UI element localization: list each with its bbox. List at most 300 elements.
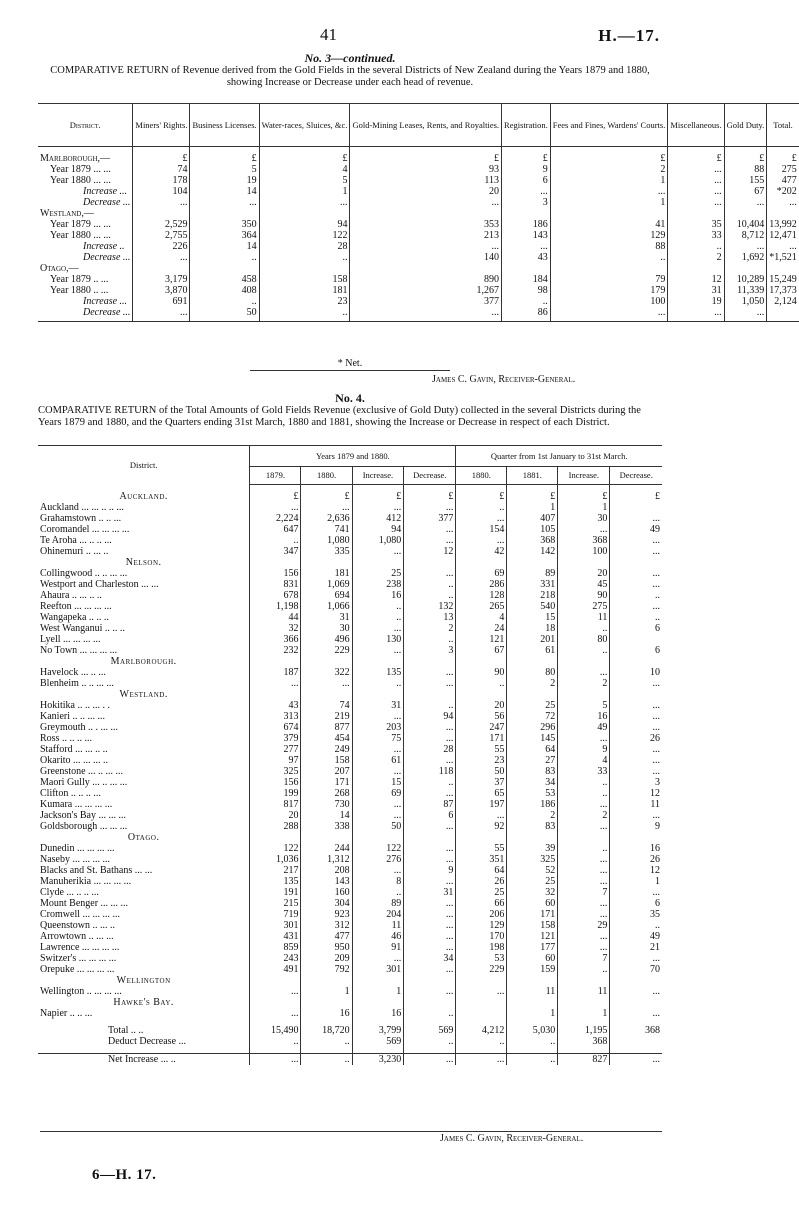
table-cell: 691 [133, 296, 190, 307]
table-cell: ... [456, 513, 507, 524]
table-cell: 122 [250, 843, 301, 854]
table-cell: 16 [352, 1008, 404, 1019]
district-label: Hokitika .. .. ... . . [40, 700, 110, 711]
table-cell: 1,080 [301, 535, 352, 546]
table-cell: 32 [507, 887, 558, 898]
table-cell: 91 [352, 942, 404, 953]
table-cell: 121 [456, 634, 507, 645]
table-row [38, 876, 662, 887]
table-cell: 25 [456, 887, 507, 898]
table-cell: 379 [250, 733, 301, 744]
table-cell: 70 [610, 964, 662, 975]
table-cell: 817 [250, 799, 301, 810]
table-cell: 16 [610, 843, 662, 854]
table-row [38, 667, 662, 678]
table-cell [610, 656, 662, 667]
table-cell [250, 997, 301, 1008]
table-cell: ... [668, 197, 724, 208]
table-cell: 431 [250, 931, 301, 942]
table-cell: ... [610, 766, 662, 777]
table-cell [301, 832, 352, 843]
table-row [38, 535, 662, 546]
table3-signature: James C. Gavin, Receiver-General. [432, 374, 576, 385]
table-row [38, 733, 662, 744]
table-cell: 6 [502, 175, 551, 186]
table-cell: 1 [558, 502, 610, 513]
table-cell: 31 [301, 612, 352, 623]
table-cell: 45 [558, 579, 610, 590]
table-row [38, 931, 662, 942]
table-row [38, 285, 799, 296]
table-cell: 130 [352, 634, 404, 645]
table-cell: 12 [610, 865, 662, 876]
table-cell: 156 [250, 777, 301, 788]
table-cell: 10 [610, 667, 662, 678]
table-cell [610, 634, 662, 645]
table-cell: ... [301, 502, 352, 513]
table-cell: ... [350, 241, 502, 252]
table-cell: 412 [352, 513, 404, 524]
table-cell: 154 [456, 524, 507, 535]
table-cell: 1 [550, 175, 668, 186]
table-cell: 30 [301, 623, 352, 634]
district-label: Deduct Decrease ... [108, 1036, 187, 1047]
row-label: Year 1879 ... ... [50, 164, 111, 175]
table-cell: ... [352, 810, 404, 821]
table-cell: .. [301, 1054, 352, 1066]
table-cell: 26 [610, 733, 662, 744]
table-cell: ... [352, 865, 404, 876]
table-cell: .. [507, 1054, 558, 1066]
table-cell: 674 [250, 722, 301, 733]
table-cell: ... [404, 535, 456, 546]
table-row [38, 164, 799, 175]
table-cell [724, 208, 767, 219]
table-cell [724, 263, 767, 274]
table-cell: 140 [350, 252, 502, 263]
table-cell: ... [404, 898, 456, 909]
table-cell: 741 [301, 524, 352, 535]
table-cell: 312 [301, 920, 352, 931]
table-cell: ... [610, 722, 662, 733]
table-cell: 94 [259, 219, 350, 230]
table-cell: ... [404, 788, 456, 799]
table-row [38, 623, 662, 634]
table-cell: 16 [301, 1008, 352, 1019]
table-cell: 26 [456, 876, 507, 887]
table-cell: 4 [558, 755, 610, 766]
table-cell: 25 [352, 568, 404, 579]
table-cell: £ [250, 491, 301, 502]
table-row [38, 755, 662, 766]
table-cell: 159 [507, 964, 558, 975]
table-cell: 170 [456, 931, 507, 942]
table-cell: 730 [301, 799, 352, 810]
district-label: Net Increase ... .. [38, 1054, 250, 1066]
table-cell: 197 [456, 799, 507, 810]
table-cell: ... [133, 252, 190, 263]
table-cell: £ [456, 491, 507, 502]
table-cell: ... [250, 678, 301, 689]
table-cell: 135 [250, 876, 301, 887]
row-label: Increase .. [83, 241, 125, 252]
table-cell [767, 208, 799, 219]
table3-col-header: Fees and Fines, Wardens' Courts. [550, 104, 668, 147]
table-cell: 46 [352, 931, 404, 942]
table-row [38, 854, 662, 865]
table-cell: ... [668, 164, 724, 175]
table-cell: ... [724, 307, 767, 322]
table-cell [558, 557, 610, 568]
table-cell: 1,692 [724, 252, 767, 263]
district-label: Blenheim .. .. ... ... [40, 678, 114, 689]
table-cell [301, 557, 352, 568]
table-cell: 13 [404, 612, 456, 623]
table-cell: 187 [250, 667, 301, 678]
table-cell: 5 [558, 700, 610, 711]
table-cell [558, 832, 610, 843]
table-cell: 2 [507, 678, 558, 689]
table-cell: .. [558, 777, 610, 788]
district-label: Havelock ... .. ... [40, 667, 106, 678]
table-cell: ... [352, 766, 404, 777]
table-cell: 80 [507, 667, 558, 678]
row-label: Decrease ... [83, 197, 131, 208]
table-row [38, 920, 662, 931]
table-cell: ... [250, 986, 301, 997]
table-cell: 2,636 [301, 513, 352, 524]
table-cell: 61 [352, 755, 404, 766]
table-row [38, 964, 662, 975]
table-cell: 113 [350, 175, 502, 186]
table-cell: .. [610, 920, 662, 931]
table-cell: 100 [550, 296, 668, 307]
table-cell: 2 [507, 810, 558, 821]
table-cell [456, 832, 507, 843]
table-cell [352, 997, 404, 1008]
table-cell: 69 [352, 788, 404, 799]
table-cell: ... [558, 854, 610, 865]
table-cell: 18,720 [301, 1025, 352, 1036]
table-cell: 128 [456, 590, 507, 601]
table-cell [507, 689, 558, 700]
district-label: Clifton .. .. .. ... [40, 788, 101, 799]
table4-subcol-header: 1880. [456, 467, 507, 485]
table-cell: ... [610, 810, 662, 821]
table-cell [456, 975, 507, 986]
table-cell: ... [404, 524, 456, 535]
table3-revenue-by-district [38, 103, 799, 322]
table-cell: .. [259, 252, 350, 263]
table-cell: 2 [404, 623, 456, 634]
table-cell: 8,712 [724, 230, 767, 241]
district-label: Wangapeka .. .. .. [40, 612, 109, 623]
table-cell [350, 263, 502, 274]
table-cell: 129 [456, 920, 507, 931]
table-cell: 122 [259, 230, 350, 241]
table-cell: ... [610, 887, 662, 898]
table-cell: 301 [352, 964, 404, 975]
table-cell: 49 [610, 524, 662, 535]
table-row [38, 711, 662, 722]
table-cell: .. [456, 502, 507, 513]
district-label: Greymouth .. . ... ... [40, 722, 119, 733]
row-label: Year 1880 ... ... [50, 230, 111, 241]
table-cell: 4 [456, 612, 507, 623]
table-cell: 368 [507, 535, 558, 546]
table-cell [404, 975, 456, 986]
table-cell: ... [250, 1008, 301, 1019]
district-label: Jackson's Bay ... ... ... [40, 810, 126, 821]
table-cell: ... [350, 197, 502, 208]
table-cell [456, 557, 507, 568]
district-label: Collingwood .. .. ... ... [40, 568, 128, 579]
table-cell: ... [350, 307, 502, 322]
table-cell: 94 [404, 711, 456, 722]
table3-col-header: Business Licenses. [190, 104, 259, 147]
table-cell: 238 [352, 579, 404, 590]
table-cell: 9 [558, 744, 610, 755]
table-cell: 3 [610, 777, 662, 788]
table-cell: .. [404, 590, 456, 601]
table-cell [301, 997, 352, 1008]
table3-col-header: Registration. [502, 104, 551, 147]
table-cell: ... [456, 535, 507, 546]
table-cell: ... [610, 535, 662, 546]
table-cell [507, 557, 558, 568]
table-cell: 3 [404, 645, 456, 656]
table-cell: .. [250, 1036, 301, 1047]
table-cell: £ [724, 153, 767, 164]
table-cell: 97 [250, 755, 301, 766]
table4-heading: No. 4. [335, 391, 365, 405]
table-cell: ... [558, 733, 610, 744]
table-cell [456, 656, 507, 667]
table-row [38, 1025, 662, 1036]
table-cell: 23 [456, 755, 507, 766]
table-cell: ... [502, 186, 551, 197]
table-cell: ... [404, 1054, 456, 1066]
table-cell: 98 [502, 285, 551, 296]
table-cell: 15 [352, 777, 404, 788]
table4-subcol-header: Decrease. [404, 467, 456, 485]
table-cell: ... [558, 876, 610, 887]
district-label: Wellington .. ... ... ... [40, 986, 122, 997]
table-cell: 132 [404, 601, 456, 612]
table-cell: 322 [301, 667, 352, 678]
table-cell: ... [133, 197, 190, 208]
row-label: Year 1879 ... ... [50, 219, 111, 230]
table-cell: ... [352, 799, 404, 810]
district-label: Westport and Charleston ... ... [40, 579, 159, 590]
table-row [38, 700, 662, 711]
table-cell: 10,404 [724, 219, 767, 230]
table-cell: 105 [507, 524, 558, 535]
table-cell: ... [352, 711, 404, 722]
table-cell: ... [668, 186, 724, 197]
region-label: Auckland. [119, 491, 168, 502]
table-cell: 286 [456, 579, 507, 590]
table-cell: 304 [301, 898, 352, 909]
divider [250, 370, 450, 371]
table-cell: 277 [250, 744, 301, 755]
region-label: Nelson. [125, 557, 162, 568]
table-cell: £ [550, 153, 668, 164]
table-cell: 1,080 [352, 535, 404, 546]
table-cell: 56 [456, 711, 507, 722]
table-cell: ... [404, 942, 456, 953]
table-cell: 11,339 [724, 285, 767, 296]
table-cell: 145 [507, 733, 558, 744]
table-cell: 569 [404, 1025, 456, 1036]
table-row [38, 788, 662, 799]
table-cell: £ [190, 153, 259, 164]
table-cell: 4 [259, 164, 350, 175]
table-cell: 496 [301, 634, 352, 645]
table-row [38, 1008, 662, 1019]
table-cell: 184 [502, 274, 551, 285]
table-cell: .. [352, 601, 404, 612]
table-row [38, 766, 662, 777]
table-cell: ... [558, 898, 610, 909]
table-cell: 203 [352, 722, 404, 733]
table-cell: 122 [352, 843, 404, 854]
table-row [38, 186, 799, 197]
table-cell: 191 [250, 887, 301, 898]
table-cell: ... [610, 568, 662, 579]
table-cell: ... [404, 964, 456, 975]
table-cell [767, 307, 799, 322]
table-cell: £ [133, 153, 190, 164]
table-cell: 338 [301, 821, 352, 832]
table-cell: ... [502, 241, 551, 252]
table-cell: 15,490 [250, 1025, 301, 1036]
table-cell: ... [404, 722, 456, 733]
district-label: Lawrence ... ... ... ... [40, 942, 120, 953]
table-cell [550, 263, 668, 274]
table-cell: 12 [668, 274, 724, 285]
table-cell: 12,471 [767, 230, 799, 241]
table-cell: 15 [507, 612, 558, 623]
table4-signature: James C. Gavin, Receiver-General. [440, 1133, 584, 1144]
table-cell [558, 656, 610, 667]
table-row [38, 678, 662, 689]
table3-footnote: * Net. [337, 358, 363, 369]
table-cell: 226 [133, 241, 190, 252]
table-cell: 11 [558, 612, 610, 623]
table-cell [250, 656, 301, 667]
table-cell: 6 [404, 810, 456, 821]
table-cell: 268 [301, 788, 352, 799]
table-cell: 1,069 [301, 579, 352, 590]
table-cell: 364 [190, 230, 259, 241]
table-cell: 16 [558, 711, 610, 722]
table-cell [456, 1008, 507, 1019]
table-cell: ... [456, 810, 507, 821]
table-cell: .. [404, 634, 456, 645]
table-cell: 1 [610, 876, 662, 887]
district-label: Greenstone ... .. ... ... [40, 766, 124, 777]
table-cell: 52 [507, 865, 558, 876]
row-label: Year 1880 ... ... [50, 175, 111, 186]
district-label: Orepuke ... ... ... ... [40, 964, 115, 975]
district-label: Okarito ... ... ... .. [40, 755, 109, 766]
table3-col-header: Gold Duty. [724, 104, 767, 147]
table-cell: 32 [250, 623, 301, 634]
table-cell: 377 [350, 296, 502, 307]
row-label: Westland,— [40, 208, 94, 219]
table-cell: 33 [558, 766, 610, 777]
table-cell: ... [352, 623, 404, 634]
table-cell: 42 [456, 546, 507, 557]
table-row [38, 307, 799, 322]
table-cell: ... [767, 241, 799, 252]
table-cell: 13,992 [767, 219, 799, 230]
table-cell: ... [190, 197, 259, 208]
table-cell: 26 [610, 854, 662, 865]
table-cell: ... [352, 546, 404, 557]
table-cell: .. [558, 964, 610, 975]
table3-col-header: Water-races, Sluices, &c. [259, 104, 350, 147]
table-cell: 213 [350, 230, 502, 241]
table-cell: 28 [259, 241, 350, 252]
table-cell: 44 [250, 612, 301, 623]
table4-subcol-header: 1880. [301, 467, 352, 485]
district-label: Coromandel ... ... ... ... [40, 524, 130, 535]
row-label: Increase ... [83, 296, 128, 307]
table-cell [301, 656, 352, 667]
table-row [38, 810, 662, 821]
table-cell: 5 [259, 175, 350, 186]
table-cell: 53 [456, 953, 507, 964]
table-cell [404, 557, 456, 568]
table-cell: 2 [558, 810, 610, 821]
table-cell: ... [301, 678, 352, 689]
table-cell: 80 [558, 634, 610, 645]
table-cell: ... [610, 601, 662, 612]
table-cell: 14 [190, 241, 259, 252]
table-cell: ... [668, 175, 724, 186]
table-cell: 491 [250, 964, 301, 975]
table-row [38, 524, 662, 535]
region-row [38, 997, 662, 1008]
table-cell: £ [352, 491, 404, 502]
table-row [38, 986, 662, 997]
table-cell: 1,195 [558, 1025, 610, 1036]
table4-subcol-header: Increase. [352, 467, 404, 485]
table-cell: ... [558, 865, 610, 876]
table-cell [610, 689, 662, 700]
table-cell: .. [558, 645, 610, 656]
table-row [38, 942, 662, 953]
table-cell: 9 [610, 821, 662, 832]
table-cell: 11 [507, 986, 558, 997]
table-cell: ... [352, 744, 404, 755]
table-cell: 104 [133, 186, 190, 197]
table-cell [507, 832, 558, 843]
table-cell: .. [301, 1036, 352, 1047]
table4-subcol-header: 1879. [250, 467, 301, 485]
district-label: Maori Gully ... .. ... ... [40, 777, 128, 788]
table-cell: 219 [301, 711, 352, 722]
table-cell: 201 [507, 634, 558, 645]
table-cell: 3,230 [352, 1054, 404, 1066]
table-cell: 2,755 [133, 230, 190, 241]
district-label: Goldsborough ... ... ... [40, 821, 128, 832]
table-cell: 88 [724, 164, 767, 175]
table-cell: 43 [502, 252, 551, 263]
table-row [38, 153, 799, 164]
